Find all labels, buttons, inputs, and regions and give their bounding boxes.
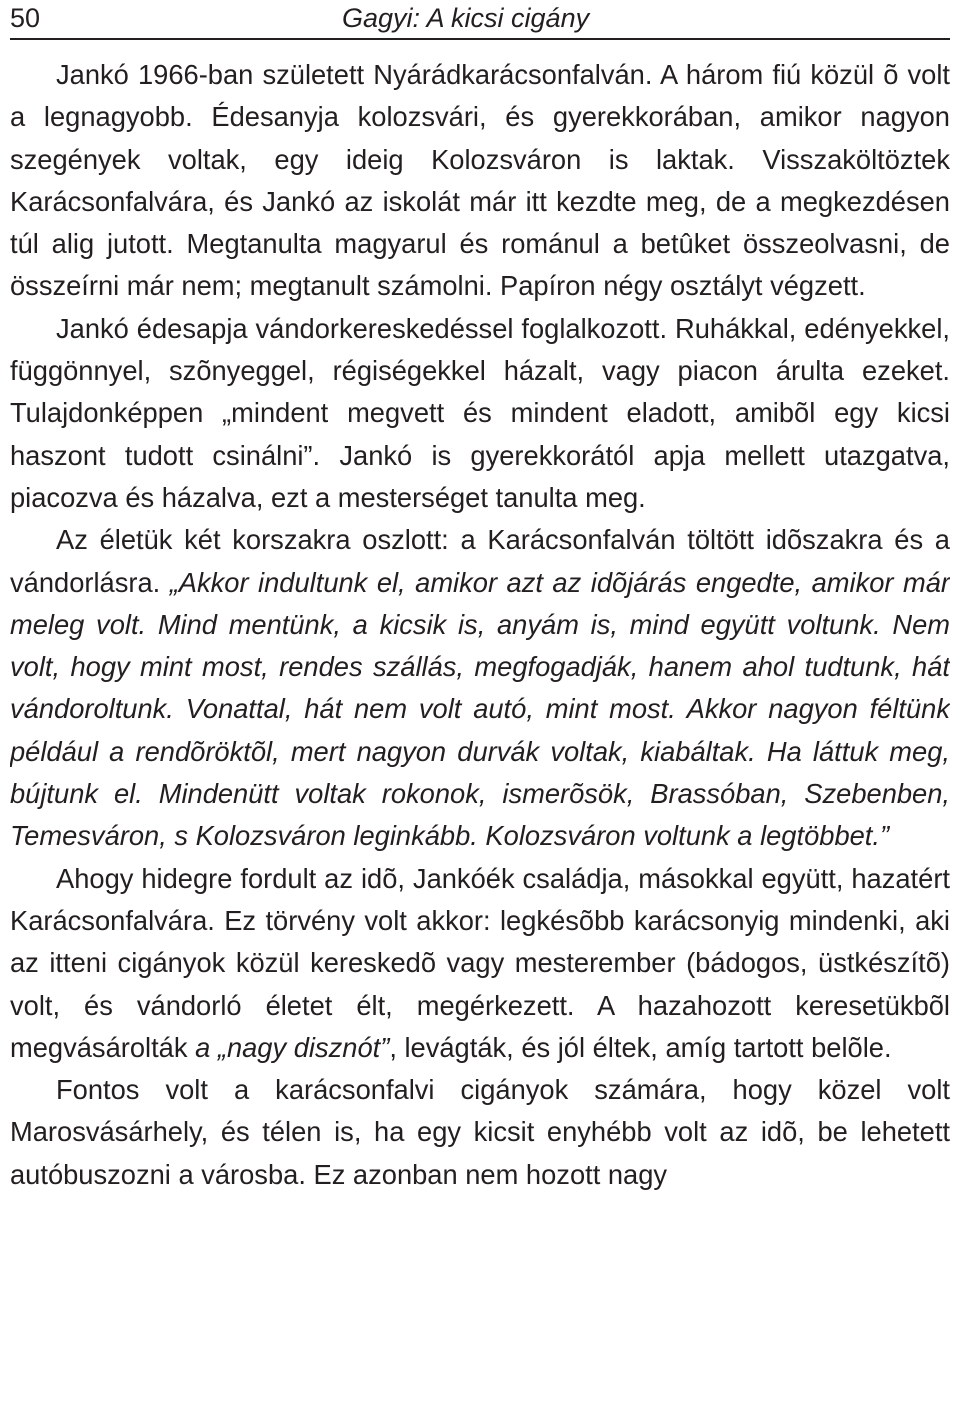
paragraph-4-text: Ahogy hidegre fordult az idõ, Jankóék családja, másokkal együtt, hazatért Karácsonfalvára. Ez törvény volt akkor: legkésõbb karácsonyig mindenki, aki az itteni cigányok közül kereskedõ vagy mesterember (bádogos, üstkészítõ) volt, és vándorló életet élt, megérkezett. A hazahozott keresetükbõl megvásárolták [10, 862, 950, 1063]
paragraph-4-text-end: , levágták, és jól éltek, amíg tartott belõle. [389, 1031, 892, 1063]
paragraph-4-quote: a „nagy disznót” [195, 1031, 390, 1063]
page-number: 50 [10, 3, 41, 33]
paragraph-3-text: Az életük két korszakra oszlott: a Karácsonfalván töltött idõszakra és a vándorlásra. [10, 524, 950, 598]
running-title: Gagyi: A kicsi cigány [342, 3, 590, 33]
paragraph-3-quote: „Akkor indultunk el, amikor azt az idõjárás engedte, amikor már meleg volt. Mind mentünk, a kicsik is, anyám is, mind együtt voltunk. Nem volt, hogy mint most, rendes szállás, megfogadják, hanem ahol tudtunk, hát vándoroltunk. Vonattal, hát nem volt autó, mint most. Akkor nagyon féltünk például a rendõröktõl, mert nagyon durvák voltak, kiabáltak. Ha láttuk meg, bújtunk el. Mindenütt voltak rokonok, ismerõsök, Brassóban, Szebenben, Temesváron, s Kolozsváron leginkább. Kolozsváron voltunk a legtöbbet.” [10, 566, 950, 852]
paragraph-2: Jankó édesapja vándorkereskedéssel foglalkozott. Ruhákkal, edényekkel, függönnyel, szõnyeggel, régiségekkel házalt, vagy piacon árulta ezeket. Tulajdonképpen „mindent megvett és mindent eladott, amibõl egy kicsi haszont tudott csinálni”. Jankó is gyerekkorától apja mellett utazgatva, piacozva és házalva, ezt a mesterséget tanulta meg. [10, 312, 950, 513]
paragraph-4 [10, 858, 950, 1069]
book-page [10, 0, 950, 1414]
paragraph-1: Jankó 1966-ban született Nyárádkarácsonfalván. A három fiú közül õ volt a legnagyobb. Édesanyja kolozsvári, és gyerekkorában, amikor nagyon szegények voltak, egy ideig Kolozsváron is laktak. Visszaköltöztek Karácsonfalvára, és Jankó az iskolát már itt kezdte meg, de a megkezdésen túl alig jutott. Megtanulta magyarul és románul a betûket összeolvasni, de összeírni már nem; megtanult számolni. Papíron négy osztályt végzett. [10, 59, 950, 302]
paragraph-3 [10, 519, 950, 857]
paragraph-5: Fontos volt a karácsonfalvi cigányok számára, hogy közel volt Marosvásárhely, és télen is, ha egy kicsit enyhébb volt az idõ, be lehetett autóbuszozni a városba. Ez azonban nem hozott nagy [10, 1074, 950, 1190]
running-head [10, 0, 950, 40]
body-text [10, 54, 950, 1196]
